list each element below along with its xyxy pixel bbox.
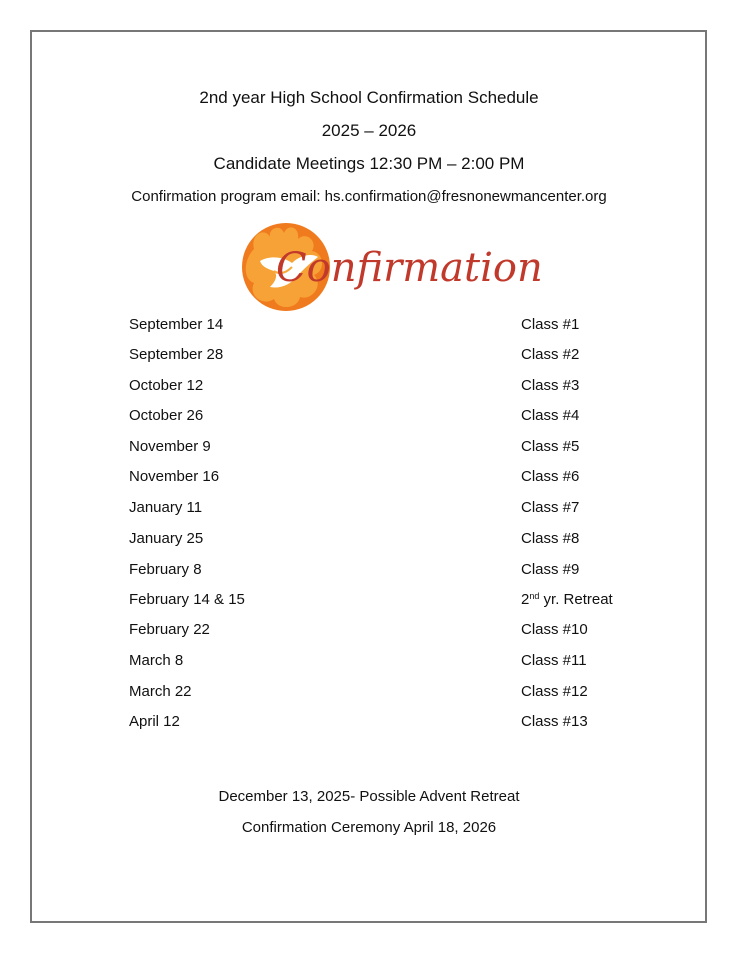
schedule-date: February 14 & 15 [129, 591, 245, 608]
schedule-session: Class #13 [521, 713, 588, 730]
schedule-session: Class #3 [521, 377, 580, 394]
meeting-times: Candidate Meetings 12:30 PM – 2:00 PM [213, 154, 525, 173]
schedule-date: September 28 [129, 346, 224, 363]
schedule-date: November 16 [129, 468, 220, 485]
advent-retreat-note: December 13, 2025- Possible Advent Retreat [218, 788, 520, 805]
schedule-session: Class #7 [521, 499, 580, 516]
school-year: 2025 – 2026 [321, 121, 417, 140]
schedule-session: Class #12 [521, 683, 588, 700]
schedule-date: March 8 [129, 652, 184, 669]
page-title: 2nd year High School Confirmation Schedule [199, 88, 539, 107]
schedule-date: November 9 [129, 438, 211, 455]
schedule-row [0, 591, 738, 615]
schedule-date: October 26 [129, 407, 204, 424]
schedule-row [0, 561, 738, 585]
schedule-row [0, 621, 738, 645]
session-label-ordinal: nd [529, 591, 540, 601]
schedule-row [0, 377, 738, 401]
schedule-row [0, 683, 738, 707]
schedule-row [0, 652, 738, 676]
schedule-session [521, 591, 613, 608]
schedule-date: April 12 [129, 713, 180, 730]
schedule-row [0, 316, 738, 340]
ceremony-note: Confirmation Ceremony April 18, 2026 [241, 819, 497, 836]
schedule-session: Class #10 [521, 621, 588, 638]
logo-wordmark: Confirmation [276, 245, 543, 291]
schedule-date: September 14 [129, 316, 224, 333]
schedule-date: January 25 [129, 530, 204, 547]
schedule-session: Class #6 [521, 468, 580, 485]
schedule-session: Class #9 [521, 561, 580, 578]
schedule-row [0, 530, 738, 554]
schedule-session: Class #1 [521, 316, 580, 333]
confirmation-logo [240, 219, 543, 314]
schedule-row [0, 407, 738, 431]
schedule-date: March 22 [129, 683, 192, 700]
schedule-row [0, 499, 738, 523]
schedule-row [0, 438, 738, 462]
schedule-date: February 22 [129, 621, 210, 638]
schedule-session: Class #4 [521, 407, 580, 424]
schedule-session: Class #11 [521, 652, 587, 669]
schedule-session: Class #2 [521, 346, 580, 363]
schedule-row [0, 468, 738, 492]
schedule-date: October 12 [129, 377, 204, 394]
schedule-row [0, 713, 738, 737]
session-label-suffix: yr. Retreat [539, 591, 613, 608]
schedule-row [0, 346, 738, 370]
schedule-session: Class #5 [521, 438, 580, 455]
schedule-date: February 8 [129, 561, 202, 578]
program-email: Confirmation program email: hs.confirmation@fresnonewmancenter.org [131, 188, 607, 205]
schedule-session: Class #8 [521, 530, 580, 547]
schedule-date: January 11 [129, 499, 203, 516]
session-label-prefix: 2 [521, 591, 530, 608]
